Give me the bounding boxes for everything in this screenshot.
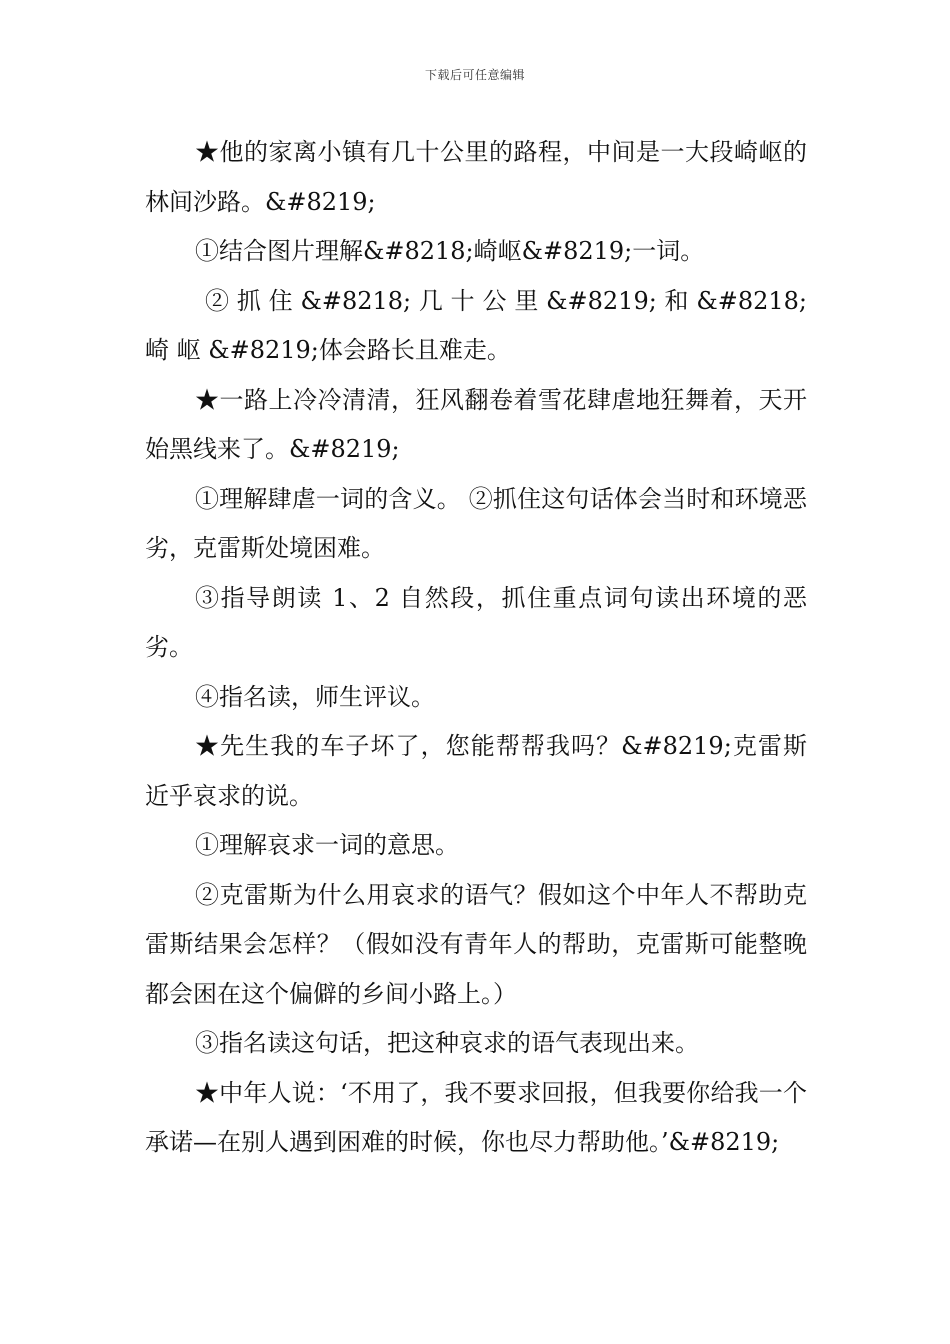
paragraph-6: ③指导朗读 1、2 自然段，抓住重点词句读出环境的恶劣。 bbox=[145, 583, 807, 661]
paragraph-12: ★中年人说：‘不用了，我不要求回报，但我要你给我一个承诺—在别人遇到困难的时候，你也尽力帮助他。’&#8219; bbox=[145, 1078, 807, 1156]
paragraph-3: ② 抓 住 &#8218; 几 十 公 里 &#8219; 和 &#8218; 崎 岖 &#8219;体会路长且难走。 bbox=[145, 286, 807, 364]
paragraph-4: ★一路上冷冷清清，狂风翻卷着雪花肆虐地狂舞着，天开始黑线来了。&#8219; bbox=[145, 385, 807, 463]
paragraph-1: ★他的家离小镇有几十公里的路程，中间是一大段崎岖的林间沙路。&#8219; bbox=[145, 138, 807, 216]
paragraph-10: ②克雷斯为什么用哀求的语气？假如这个中年人不帮助克雷斯结果会怎样？（假如没有青年人的帮助，克雷斯可能整晚都会困在这个偏僻的乡间小路上。） bbox=[145, 880, 807, 1008]
paragraph-7: ④指名读，师生评议。 bbox=[195, 682, 435, 711]
paragraph-9: ①理解哀求一词的意思。 bbox=[195, 831, 459, 859]
paragraph-5: ①理解肆虐一词的含义。 ②抓住这句话体会当时和环境恶劣，克雷斯处境困难。 bbox=[145, 484, 807, 562]
page-header: 下载后可任意编辑 bbox=[424, 68, 525, 82]
document-body bbox=[145, 128, 807, 1168]
paragraph-2: ①结合图片理解&#8218;崎岖&#8219;一词。 bbox=[195, 237, 705, 265]
paragraph-8: ★先生我的车子坏了，您能帮帮我吗？&#8219;克雷斯近乎哀求的说。 bbox=[145, 732, 807, 810]
paragraph-11: ③指名读这句话，把这种哀求的语气表现出来。 bbox=[195, 1029, 699, 1057]
